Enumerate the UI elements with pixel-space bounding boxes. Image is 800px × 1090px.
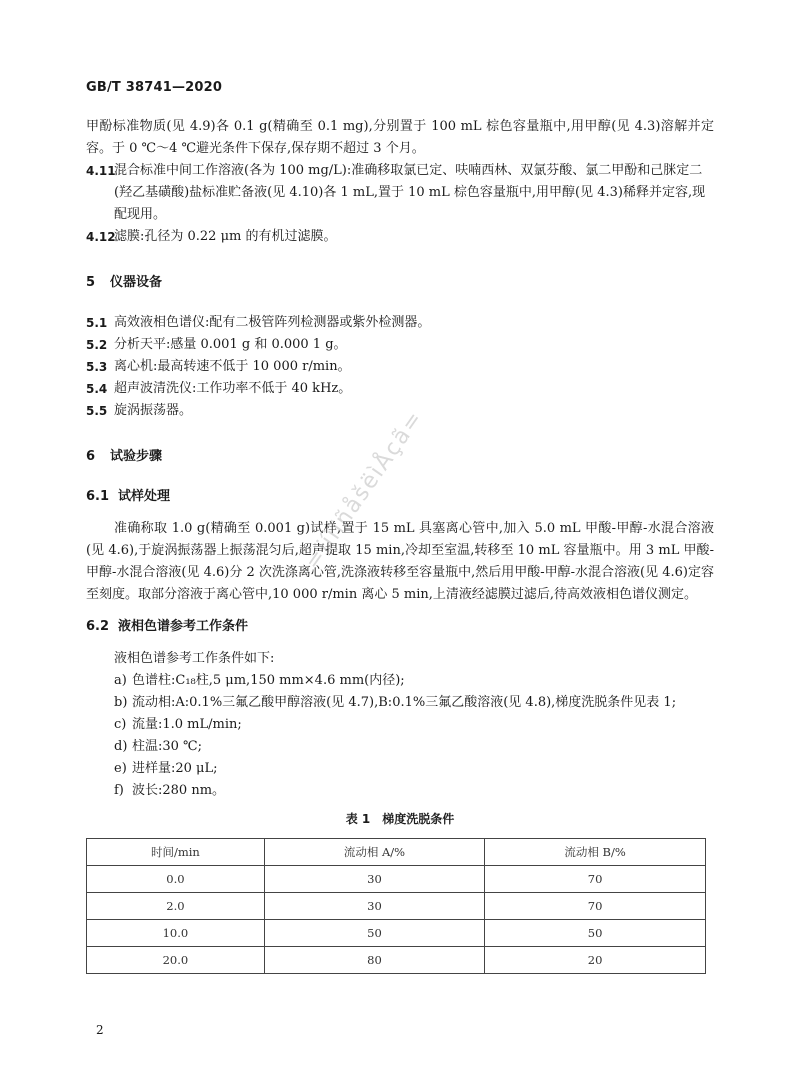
table-cell: 80 — [264, 947, 484, 974]
clause-number: 5.2 — [86, 338, 108, 352]
standard-code: GB/T 38741—2020 — [86, 80, 223, 95]
table-cell: 10.0 — [87, 920, 265, 947]
table-cell: 2.0 — [87, 893, 265, 920]
clause-5-3 — [86, 356, 714, 378]
list-text: 色谱柱:C₁₈柱,5 μm,150 mm×4.6 mm(内径); — [132, 673, 405, 688]
clause-number: 5.5 — [86, 404, 108, 418]
table-row — [87, 947, 706, 974]
table-cell: 70 — [485, 866, 706, 893]
subsection-number: 6.2 — [86, 619, 110, 634]
section-number: 5 — [86, 275, 96, 290]
section-number: 6 — [86, 449, 96, 464]
subsection-heading-6-2 — [86, 616, 714, 638]
condition-item — [86, 670, 714, 692]
clause-5-1 — [86, 312, 714, 334]
section-title: 试验步骤 — [110, 449, 163, 464]
condition-item — [86, 780, 714, 802]
section-heading-6 — [86, 446, 714, 468]
list-label: b) — [114, 695, 128, 710]
list-label: e) — [114, 761, 127, 776]
subsection-number: 6.1 — [86, 489, 110, 504]
list-label: a) — [114, 673, 127, 688]
clause-text: 滤膜:孔径为 0.22 μm 的有机过滤膜。 — [114, 229, 337, 244]
clause-number: 4.12 — [86, 230, 116, 244]
clause-5-4 — [86, 378, 714, 400]
condition-item — [86, 736, 714, 758]
clause-text: 混合标准中间工作溶液(各为 100 mg/L):准确移取氯已定、呋喃西林、双氯芬酸、氯二甲酚和己脒定二(羟乙基磺酸)盐标准贮备液(见 4.10)各 1 mL,置于 10 mL 棕色容量瓶中,用甲醇(见 4.3)稀释并定容,现配现用。 — [114, 163, 706, 222]
clause-number: 5.4 — [86, 382, 108, 396]
section-heading-5 — [86, 272, 714, 294]
table-cell: 70 — [485, 893, 706, 920]
table-row — [87, 866, 706, 893]
condition-item — [86, 758, 714, 780]
page-number: 2 — [96, 1023, 104, 1037]
condition-item — [86, 692, 714, 714]
table-cell: 50 — [264, 920, 484, 947]
table-cell: 50 — [485, 920, 706, 947]
table-row — [87, 920, 706, 947]
clause-4-12 — [86, 226, 714, 248]
watermark-text: =ïíïïñåšëìÅçã= — [300, 405, 429, 575]
list-label: d) — [114, 739, 128, 754]
table-row — [87, 893, 706, 920]
section-title: 仪器设备 — [110, 275, 163, 290]
list-text: 流动相:A:0.1%三氟乙酸甲醇溶液(见 4.7),B:0.1%三氟乙酸溶液(见 4.8),梯度洗脱条件见表 1; — [132, 695, 677, 710]
conditions-intro: 液相色谱参考工作条件如下: — [114, 651, 275, 666]
table-cell: 30 — [264, 866, 484, 893]
table-cell: 20 — [485, 947, 706, 974]
subsection-title: 试样处理 — [118, 489, 171, 504]
clause-5-2 — [86, 334, 714, 356]
gradient-elution-table — [86, 838, 706, 974]
subsection-title: 液相色谱参考工作条件 — [118, 619, 249, 634]
list-text: 波长:280 nm。 — [132, 783, 226, 798]
list-label: f) — [114, 783, 124, 798]
sample-treatment-paragraph: 准确称取 1.0 g(精确至 0.001 g)试样,置于 15 mL 具塞离心管中,加入 5.0 mL 甲酸-甲醇-水混合溶液(见 4.6),于旋涡振荡器上振荡混匀后,超声提取 15 min,冷却至室温,转移至 10 mL 容量瓶中。用 3 mL 甲酸-甲醇-水混合溶液(见 4.6)分 2 次洗涤离心管,洗涤液转移至容量瓶中,然后用甲酸-甲醇-水混合溶液(见 4.6)定容至刻度。取部分溶液于离心管中,10 000 r/min 离心 5 min,上清液经滤膜过滤后,待高效液相色谱仪测定。 — [86, 521, 714, 602]
list-text: 流量:1.0 mL/min; — [132, 717, 242, 732]
clause-4-11 — [86, 160, 714, 226]
clause-text: 超声波清洗仪:工作功率不低于 40 kHz。 — [114, 381, 352, 396]
clause-text: 旋涡振荡器。 — [114, 403, 193, 418]
list-text: 柱温:30 ℃; — [132, 739, 202, 754]
list-text: 进样量:20 μL; — [132, 761, 218, 776]
table-header-cell: 流动相 A/% — [264, 839, 484, 866]
table-header-row — [87, 839, 706, 866]
table-cell: 0.0 — [87, 866, 265, 893]
subsection-heading-6-1 — [86, 486, 714, 508]
page-body — [86, 116, 714, 974]
condition-item — [86, 714, 714, 736]
clause-text: 高效液相色谱仪:配有二极管阵列检测器或紫外检测器。 — [114, 315, 431, 330]
paragraph-4-10-cont: 甲酚标准物质(见 4.9)各 0.1 g(精确至 0.1 mg),分别置于 100 mL 棕色容量瓶中,用甲醇(见 4.3)溶解并定容。于 0 ℃～4 ℃避光条件下保存,保存期不超过 3 个月。 — [86, 119, 714, 156]
clause-text: 离心机:最高转速不低于 10 000 r/min。 — [114, 359, 351, 374]
table-caption: 表 1 梯度洗脱条件 — [345, 812, 455, 826]
clause-text: 分析天平:感量 0.001 g 和 0.000 1 g。 — [114, 337, 347, 352]
table-cell: 20.0 — [87, 947, 265, 974]
clause-5-5 — [86, 400, 714, 422]
clause-number: 5.1 — [86, 316, 108, 330]
clause-number: 5.3 — [86, 360, 108, 374]
table-header-cell: 流动相 B/% — [485, 839, 706, 866]
table-cell: 30 — [264, 893, 484, 920]
clause-number: 4.11 — [86, 164, 116, 178]
list-label: c) — [114, 717, 127, 732]
table-header-cell: 时间/min — [87, 839, 265, 866]
